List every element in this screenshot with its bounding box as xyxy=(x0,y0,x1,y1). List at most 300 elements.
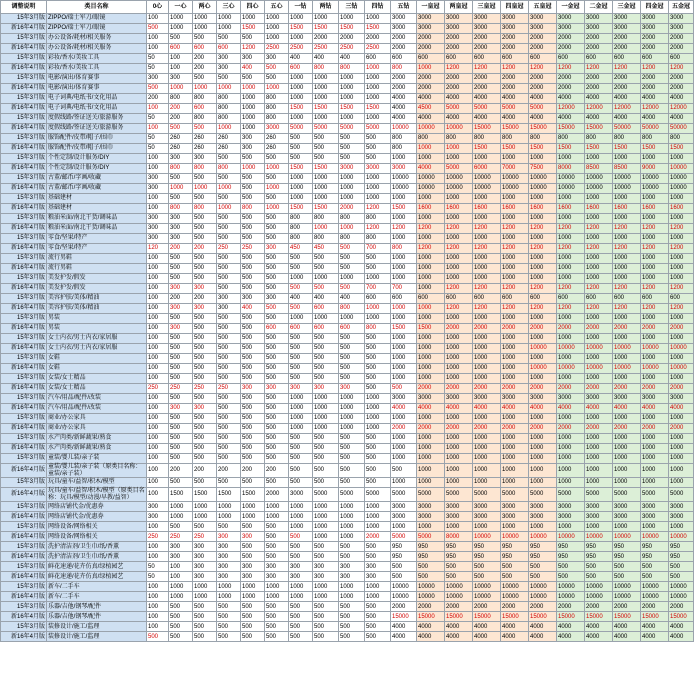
value-cell: 5000 xyxy=(445,488,473,502)
value-cell: 1000 xyxy=(265,164,289,174)
value-cell: 1000 xyxy=(473,254,501,264)
value-cell: 2000 xyxy=(641,34,669,44)
value-cell: 10000 xyxy=(417,124,445,134)
value-cell: 2500 xyxy=(365,44,391,54)
value-cell: 500 xyxy=(241,478,265,488)
value-cell: 500 xyxy=(169,478,193,488)
value-cell: 100 xyxy=(147,314,169,324)
value-cell: 3000 xyxy=(585,502,613,512)
adjustment-cell: 新16年4月版 xyxy=(1,532,47,542)
value-cell: 500 xyxy=(241,184,265,194)
value-cell: 1000 xyxy=(365,174,391,184)
adjustment-cell: 新16年4月版 xyxy=(1,144,47,154)
value-cell: 500 xyxy=(217,264,241,274)
category-cell: 女装/女士精品 xyxy=(47,374,147,384)
value-cell: 500 xyxy=(193,74,217,84)
value-cell: 500 xyxy=(365,254,391,264)
value-cell: 1000 xyxy=(669,274,694,284)
value-cell: 1000 xyxy=(339,74,365,84)
value-cell: 1500 xyxy=(529,144,557,154)
value-cell: 2000 xyxy=(529,34,557,44)
value-cell: 4000 xyxy=(613,94,641,104)
column-header: 四心 xyxy=(241,1,265,14)
value-cell: 500 xyxy=(241,542,265,552)
category-cell: 彩妆/香水/美妆工具 xyxy=(47,54,147,64)
category-cell: 水产肉类/新鲜蔬果/熟食 xyxy=(47,434,147,444)
value-cell: 1000 xyxy=(313,74,339,84)
table-row xyxy=(1,244,694,254)
value-cell: 2000 xyxy=(585,34,613,44)
adjustment-cell: 15年3月版 xyxy=(1,522,47,532)
value-cell: 500 xyxy=(313,478,339,488)
value-cell: 1000 xyxy=(313,404,339,414)
value-cell: 3000 xyxy=(501,14,529,24)
value-cell: 4000 xyxy=(445,94,473,104)
value-cell: 5000 xyxy=(391,532,417,542)
value-cell: 500 xyxy=(339,612,365,622)
value-cell: 4000 xyxy=(391,114,417,124)
value-cell: 5000 xyxy=(669,488,694,502)
value-cell: 1000 xyxy=(501,444,529,454)
value-cell: 4000 xyxy=(417,114,445,124)
adjustment-cell: 15年3月版 xyxy=(1,454,47,464)
value-cell: 1000 xyxy=(339,224,365,234)
value-cell: 1000 xyxy=(391,214,417,224)
value-cell: 3000 xyxy=(557,14,585,24)
value-cell: 10000 xyxy=(669,592,694,602)
value-cell: 10000 xyxy=(641,174,669,184)
table-row xyxy=(1,194,694,204)
value-cell: 1500 xyxy=(365,104,391,114)
value-cell: 500 xyxy=(365,144,391,154)
value-cell: 300 xyxy=(217,552,241,562)
value-cell: 1000 xyxy=(501,454,529,464)
table-row xyxy=(1,344,694,354)
value-cell: 1000 xyxy=(339,512,365,522)
value-cell: 500 xyxy=(193,522,217,532)
value-cell: 1500 xyxy=(641,144,669,154)
value-cell: 1000 xyxy=(641,314,669,324)
value-cell: 500 xyxy=(193,234,217,244)
value-cell: 2000 xyxy=(641,602,669,612)
value-cell: 500 xyxy=(217,622,241,632)
value-cell: 500 xyxy=(365,632,391,642)
value-cell: 2000 xyxy=(391,74,417,84)
value-cell: 2000 xyxy=(557,424,585,434)
value-cell: 300 xyxy=(289,562,313,572)
value-cell: 1000 xyxy=(391,374,417,384)
value-cell: 1000 xyxy=(501,354,529,364)
value-cell: 1000 xyxy=(391,334,417,344)
value-cell: 2000 xyxy=(529,424,557,434)
value-cell: 3000 xyxy=(585,512,613,522)
value-cell: 100 xyxy=(147,274,169,284)
value-cell: 1000 xyxy=(193,512,217,522)
adjustment-cell: 15年3月版 xyxy=(1,94,47,104)
category-cell: 度假线路/签证送关/旅游服务 xyxy=(47,114,147,124)
value-cell: 1000 xyxy=(289,14,313,24)
value-cell: 1000 xyxy=(339,274,365,284)
value-cell: 10000 xyxy=(473,174,501,184)
value-cell: 260 xyxy=(193,134,217,144)
value-cell: 500 xyxy=(265,424,289,434)
value-cell: 2000 xyxy=(501,424,529,434)
value-cell: 8500 xyxy=(585,164,613,174)
value-cell: 500 xyxy=(339,254,365,264)
value-cell: 3000 xyxy=(445,24,473,34)
value-cell: 500 xyxy=(217,344,241,354)
value-cell: 1000 xyxy=(365,512,391,522)
value-cell: 10000 xyxy=(529,344,557,354)
adjustment-cell: 15年3月版 xyxy=(1,294,47,304)
table-row xyxy=(1,124,694,134)
value-cell: 260 xyxy=(265,144,289,154)
column-header: 0心 xyxy=(147,1,169,14)
value-cell: 4000 xyxy=(501,622,529,632)
value-cell: 1000 xyxy=(669,444,694,454)
value-cell: 1200 xyxy=(557,284,585,294)
value-cell: 500 xyxy=(169,602,193,612)
value-cell: 500 xyxy=(313,334,339,344)
table-row xyxy=(1,304,694,314)
value-cell: 500 xyxy=(193,224,217,234)
value-cell: 300 xyxy=(147,174,169,184)
value-cell: 200 xyxy=(169,464,193,478)
value-cell: 400 xyxy=(313,294,339,304)
value-cell: 500 xyxy=(193,254,217,264)
value-cell: 1000 xyxy=(445,478,473,488)
table-row xyxy=(1,254,694,264)
value-cell: 1000 xyxy=(289,512,313,522)
value-cell: 500 xyxy=(365,444,391,454)
value-cell: 1000 xyxy=(417,154,445,164)
value-cell: 1000 xyxy=(641,444,669,454)
value-cell: 2000 xyxy=(391,84,417,94)
value-cell: 800 xyxy=(289,224,313,234)
value-cell: 8500 xyxy=(613,164,641,174)
value-cell: 2000 xyxy=(445,424,473,434)
value-cell: 300 xyxy=(241,562,265,572)
value-cell: 300 xyxy=(169,154,193,164)
value-cell: 800 xyxy=(289,234,313,244)
value-cell: 3000 xyxy=(417,512,445,522)
value-cell: 1000 xyxy=(669,522,694,532)
value-cell: 500 xyxy=(313,344,339,354)
value-cell: 1000 xyxy=(265,184,289,194)
table-row xyxy=(1,134,694,144)
value-cell: 4000 xyxy=(557,94,585,104)
value-cell: 1000 xyxy=(217,204,241,214)
table-row xyxy=(1,444,694,454)
value-cell: 3000 xyxy=(391,512,417,522)
value-cell: 1000 xyxy=(313,532,339,542)
value-cell: 2000 xyxy=(641,324,669,334)
value-cell: 500 xyxy=(217,404,241,414)
value-cell: 1000 xyxy=(391,478,417,488)
value-cell: 500 xyxy=(313,612,339,622)
value-cell: 1000 xyxy=(473,478,501,488)
table-row xyxy=(1,602,694,612)
value-cell: 4000 xyxy=(445,404,473,414)
value-cell: 800 xyxy=(391,134,417,144)
value-cell: 500 xyxy=(265,444,289,454)
value-cell: 500 xyxy=(445,562,473,572)
value-cell: 1000 xyxy=(473,234,501,244)
value-cell: 600 xyxy=(217,44,241,54)
value-cell: 5000 xyxy=(339,124,365,134)
value-cell: 100 xyxy=(169,562,193,572)
category-cell: 零食/坚果/特产 xyxy=(47,234,147,244)
value-cell: 500 xyxy=(529,562,557,572)
value-cell: 4000 xyxy=(529,94,557,104)
value-cell: 100 xyxy=(147,334,169,344)
column-header: 三皇冠 xyxy=(473,1,501,14)
value-cell: 500 xyxy=(265,632,289,642)
column-header: 类目名称 xyxy=(47,1,147,14)
value-cell: 950 xyxy=(613,552,641,562)
value-cell: 3000 xyxy=(585,394,613,404)
column-header: 四金冠 xyxy=(641,1,669,14)
value-cell: 1000 xyxy=(529,354,557,364)
value-cell: 800 xyxy=(265,94,289,104)
value-cell: 300 xyxy=(169,404,193,414)
value-cell: 3000 xyxy=(529,512,557,522)
value-cell: 1200 xyxy=(417,244,445,254)
value-cell: 1200 xyxy=(641,244,669,254)
value-cell: 2000 xyxy=(473,324,501,334)
value-cell: 500 xyxy=(241,414,265,424)
value-cell: 950 xyxy=(585,542,613,552)
value-cell: 200 xyxy=(241,464,265,478)
value-cell: 1000 xyxy=(417,304,445,314)
value-cell: 500 xyxy=(169,612,193,622)
value-cell: 500 xyxy=(265,344,289,354)
value-cell: 1000 xyxy=(365,592,391,602)
value-cell: 1600 xyxy=(445,204,473,214)
value-cell: 800 xyxy=(193,204,217,214)
value-cell: 2000 xyxy=(391,44,417,54)
value-cell: 300 xyxy=(265,562,289,572)
value-cell: 1000 xyxy=(613,454,641,464)
value-cell: 2000 xyxy=(613,424,641,434)
value-cell: 500 xyxy=(557,562,585,572)
column-header: 一心 xyxy=(169,1,193,14)
value-cell: 3000 xyxy=(417,502,445,512)
value-cell: 500 xyxy=(289,622,313,632)
value-cell: 500 xyxy=(193,274,217,284)
value-cell: 800 xyxy=(217,94,241,104)
value-cell: 500 xyxy=(365,434,391,444)
value-cell: 500 xyxy=(169,334,193,344)
value-cell: 10000 xyxy=(445,184,473,194)
value-cell: 1000 xyxy=(339,314,365,324)
value-cell: 100 xyxy=(147,14,169,24)
value-cell: 500 xyxy=(217,602,241,612)
value-cell: 5000 xyxy=(473,488,501,502)
value-cell: 2000 xyxy=(445,74,473,84)
table-row xyxy=(1,488,694,502)
value-cell: 500 xyxy=(313,632,339,642)
value-cell: 450 xyxy=(289,244,313,254)
value-cell: 500 xyxy=(241,274,265,284)
value-cell: 300 xyxy=(169,304,193,314)
value-cell: 1000 xyxy=(241,114,265,124)
value-cell: 1000 xyxy=(417,522,445,532)
value-cell: 4000 xyxy=(613,622,641,632)
value-cell: 1200 xyxy=(557,244,585,254)
value-cell: 1000 xyxy=(669,478,694,488)
value-cell: 3000 xyxy=(265,124,289,134)
value-cell: 2000 xyxy=(501,34,529,44)
adjustment-cell: 15年3月版 xyxy=(1,542,47,552)
value-cell: 1000 xyxy=(669,464,694,478)
value-cell: 50 xyxy=(147,64,169,74)
adjustment-cell: 15年3月版 xyxy=(1,34,47,44)
value-cell: 200 xyxy=(193,244,217,254)
value-cell: 100 xyxy=(147,194,169,204)
category-cell: 乐器/吉他/钢琴/配件 xyxy=(47,612,147,622)
value-cell: 4000 xyxy=(445,622,473,632)
value-cell: 1500 xyxy=(193,488,217,502)
value-cell: 1000 xyxy=(669,264,694,274)
value-cell: 600 xyxy=(265,324,289,334)
value-cell: 4000 xyxy=(445,114,473,124)
table-row xyxy=(1,364,694,374)
table-row xyxy=(1,64,694,74)
value-cell: 1000 xyxy=(241,94,265,104)
value-cell: 50000 xyxy=(613,124,641,134)
value-cell: 1000 xyxy=(585,464,613,478)
value-cell: 500 xyxy=(365,374,391,384)
value-cell: 500 xyxy=(313,552,339,562)
value-cell: 1000 xyxy=(613,194,641,204)
value-cell: 300 xyxy=(265,384,289,394)
value-cell: 500 xyxy=(339,542,365,552)
value-cell: 1000 xyxy=(501,154,529,164)
value-cell: 1600 xyxy=(613,204,641,214)
value-cell: 10000 xyxy=(613,184,641,194)
adjustment-cell: 新16年4月版 xyxy=(1,364,47,374)
value-cell: 10000 xyxy=(557,174,585,184)
category-cell: 个性定制/设计服务/DIY xyxy=(47,164,147,174)
value-cell: 4000 xyxy=(641,114,669,124)
value-cell: 1000 xyxy=(557,354,585,364)
value-cell: 2000 xyxy=(613,602,641,612)
value-cell: 1500 xyxy=(313,164,339,174)
adjustment-cell: 新16年4月版 xyxy=(1,64,47,74)
value-cell: 1000 xyxy=(289,522,313,532)
table-row xyxy=(1,478,694,488)
value-cell: 50 xyxy=(147,572,169,582)
value-cell: 1000 xyxy=(473,274,501,284)
value-cell: 4000 xyxy=(557,404,585,414)
value-cell: 1200 xyxy=(613,304,641,314)
value-cell: 10000 xyxy=(669,364,694,374)
value-cell: 500 xyxy=(289,632,313,642)
value-cell: 2000 xyxy=(669,44,694,54)
value-cell: 500 xyxy=(217,424,241,434)
value-cell: 500 xyxy=(289,374,313,384)
column-header: 三心 xyxy=(217,1,241,14)
adjustment-cell: 15年3月版 xyxy=(1,478,47,488)
value-cell: 1000 xyxy=(289,592,313,602)
value-cell: 5000 xyxy=(529,488,557,502)
value-cell: 200 xyxy=(193,464,217,478)
value-cell: 1000 xyxy=(417,444,445,454)
value-cell: 1000 xyxy=(289,84,313,94)
value-cell: 950 xyxy=(501,542,529,552)
value-cell: 1000 xyxy=(193,184,217,194)
value-cell: 500 xyxy=(217,194,241,204)
value-cell: 250 xyxy=(217,384,241,394)
value-cell: 1000 xyxy=(641,464,669,478)
category-cell: 美容护肤/美体/精油 xyxy=(47,304,147,314)
value-cell: 1500 xyxy=(241,488,265,502)
value-cell: 500 xyxy=(217,364,241,374)
value-cell: 1000 xyxy=(669,454,694,464)
table-row xyxy=(1,114,694,124)
value-cell: 500 xyxy=(313,254,339,264)
value-cell: 3000 xyxy=(641,14,669,24)
category-cell: 汽车/用品/配件/改装 xyxy=(47,394,147,404)
value-cell: 1000 xyxy=(193,14,217,24)
value-cell: 1000 xyxy=(417,144,445,154)
value-cell: 3000 xyxy=(391,164,417,174)
value-cell: 2000 xyxy=(641,74,669,84)
table-row xyxy=(1,512,694,522)
value-cell: 600 xyxy=(473,54,501,64)
value-cell: 1000 xyxy=(417,354,445,364)
value-cell: 2000 xyxy=(557,324,585,334)
value-cell: 1000 xyxy=(613,274,641,284)
value-cell: 950 xyxy=(641,542,669,552)
value-cell: 1200 xyxy=(391,224,417,234)
table-row xyxy=(1,184,694,194)
value-cell: 1000 xyxy=(339,194,365,204)
category-cell: 零食/坚果/特产 xyxy=(47,244,147,254)
value-cell: 2000 xyxy=(391,602,417,612)
value-cell: 1200 xyxy=(585,244,613,254)
value-cell: 100 xyxy=(147,592,169,602)
value-cell: 400 xyxy=(241,64,265,74)
value-cell: 1600 xyxy=(417,204,445,214)
value-cell: 100 xyxy=(147,34,169,44)
value-cell: 10000 xyxy=(669,174,694,184)
value-cell: 500 xyxy=(169,424,193,434)
value-cell: 1000 xyxy=(641,414,669,424)
value-cell: 1000 xyxy=(669,334,694,344)
value-cell: 500 xyxy=(169,314,193,324)
value-cell: 10000 xyxy=(501,184,529,194)
value-cell: 3000 xyxy=(445,394,473,404)
adjustment-cell: 新16年4月版 xyxy=(1,24,47,34)
value-cell: 1000 xyxy=(313,502,339,512)
value-cell: 300 xyxy=(193,562,217,572)
value-cell: 1000 xyxy=(289,94,313,104)
value-cell: 600 xyxy=(365,294,391,304)
value-cell: 10000 xyxy=(391,184,417,194)
value-cell: 1000 xyxy=(613,334,641,344)
value-cell: 950 xyxy=(585,552,613,562)
value-cell: 3000 xyxy=(641,394,669,404)
value-cell: 500 xyxy=(265,532,289,542)
value-cell: 2500 xyxy=(289,44,313,54)
value-cell: 2000 xyxy=(445,602,473,612)
value-cell: 500 xyxy=(339,284,365,294)
value-cell: 4000 xyxy=(557,622,585,632)
value-cell: 500 xyxy=(289,354,313,364)
value-cell: 600 xyxy=(193,104,217,114)
